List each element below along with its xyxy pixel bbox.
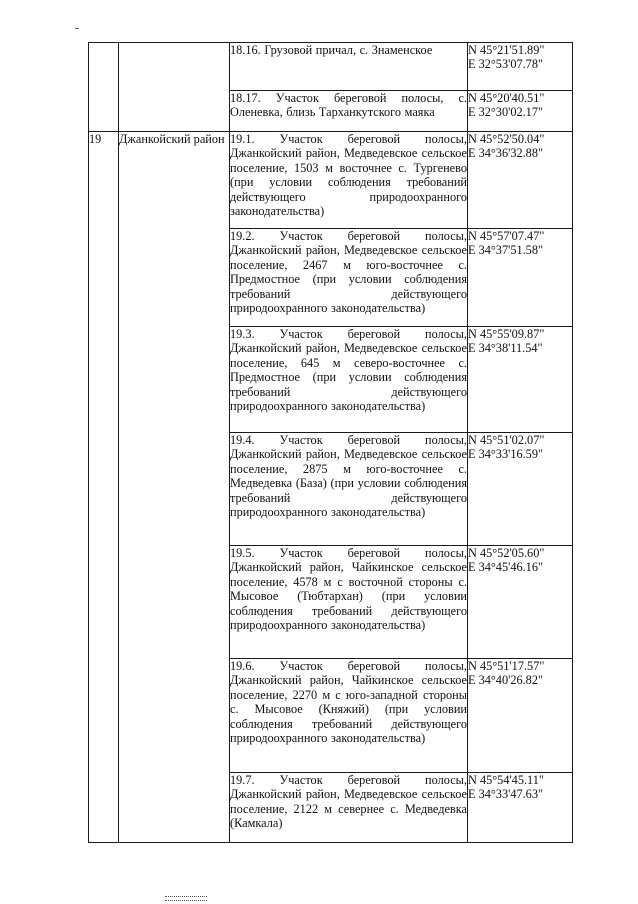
site-description: 19.7. Участок береговой полосы, Джанкойский район, Медведевское сельское поселение, 2122 м севернее с. Медведевка (Камкала) [230,773,468,843]
site-coordinates [468,546,573,659]
beach-sites-table [88,42,573,843]
scan-footer-mark [165,896,207,901]
district-name-cell-18 [119,43,230,132]
latitude: N 45°55'09.87" [468,327,545,341]
longitude: E 34°37'51.58" [468,243,544,258]
longitude: E 34°45'46.16" [468,560,544,575]
site-description: 18.16. Грузовой причал, с. Знаменское [230,43,468,91]
site-coordinates [468,773,573,843]
latitude: N 45°52'50.04" [468,132,545,146]
site-description: 19.4. Участок береговой полосы, Джанкойский район, Медведевское сельское поселение, 2875 м юго-восточнее с. Медведевка (База) (при условии соблюдения требований действующего природоохранного законодательства) [230,433,468,546]
site-coordinates [468,91,573,132]
district-name: Джанкойский район [119,132,230,843]
longitude: E 34°38'11.54" [468,341,543,356]
site-description: 19.2. Участок береговой полосы, Джанкойский район, Медведевское сельское поселение, 2467 м юго-восточнее с. Предмостное (при условии соблюдения требований действующего природоохранного законодательства) [230,229,468,327]
longitude: E 34°36'32.88" [468,146,544,161]
latitude: N 45°20'40.51" [468,91,545,105]
scan-mark [75,28,79,29]
longitude: E 34°33'16.59" [468,447,544,462]
longitude: E 34°40'26.82" [468,673,544,688]
site-coordinates [468,433,573,546]
site-description: 19.3. Участок береговой полосы, Джанкойский район, Медведевское сельское поселение, 645 м северо-восточнее с. Предмостное (при условии соблюдения требований действующего природоохранного законодательства) [230,327,468,433]
latitude: N 45°21'51.89" [468,43,545,57]
table-row [89,43,573,91]
longitude: E 34°33'47.63" [468,787,544,802]
latitude: N 45°51'17.57" [468,659,545,673]
site-coordinates [468,659,573,773]
site-coordinates [468,132,573,229]
latitude: N 45°54'45.11" [468,773,544,787]
district-number-cell-18 [89,43,119,132]
longitude: E 32°30'02.17" [468,105,544,120]
site-coordinates [468,43,573,91]
latitude: N 45°52'05.60" [468,546,545,560]
latitude: N 45°51'02.07" [468,433,545,447]
site-coordinates [468,229,573,327]
latitude: N 45°57'07.47" [468,229,545,243]
district-number: 19 [89,132,119,843]
site-description: 19.5. Участок береговой полосы, Джанкойский район, Чайкинское сельское поселение, 4578 м с восточной стороны с. Мысовое (Тюбтархан) (при условии соблюдения требований действующего природоохранного законодательства) [230,546,468,659]
table-row [89,132,573,229]
longitude: E 32°53'07.78" [468,57,544,72]
site-description: 19.6. Участок береговой полосы, Джанкойский район, Чайкинское сельское поселение, 2270 м с юго-западной стороны с. Мысовое (Княжий) (при условии соблюдения требований действующего природоохранного законодательства) [230,659,468,773]
site-description: 18.17. Участок береговой полосы, с. Оленевка, близь Тарханкутского маяка [230,91,468,132]
site-coordinates [468,327,573,433]
site-description: 19.1. Участок береговой полосы, Джанкойский район, Медведевское сельское поселение, 1503 м восточнее с. Тургенево (при условии соблюдения требований действующего природоохранного законодательства) [230,132,468,229]
